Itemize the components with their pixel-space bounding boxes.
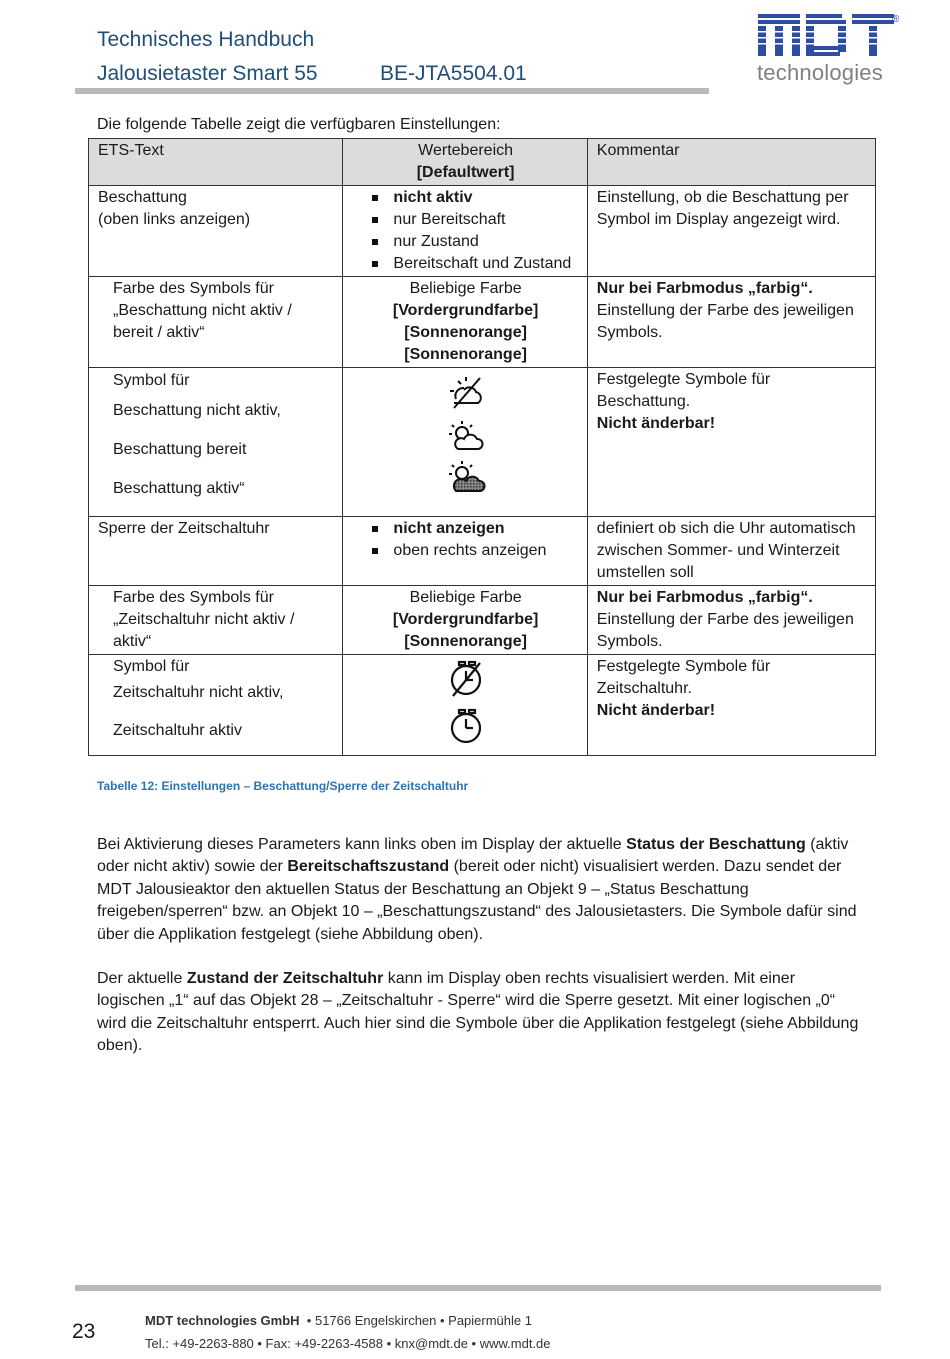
comment-text: Einstellung der Farbe des jeweiligen Symbols. (596, 302, 854, 341)
table-intro: Die folgende Tabelle zeigt die verfügbaren Einstellungen: (97, 116, 501, 133)
table-row (89, 517, 876, 586)
sun-cloud-icon (446, 419, 486, 453)
header-title: Technisches Handbuch (97, 28, 315, 51)
comment-cell (587, 586, 875, 655)
comment-bold: Nicht änderbar! (596, 415, 716, 432)
ets-text: Beschattung nicht aktiv, (113, 402, 281, 419)
comment-bold: Nur bei Farbmodus „farbig“. (596, 280, 813, 297)
clock-icon (447, 708, 485, 746)
ets-text: „Beschattung nicht aktiv / (113, 302, 292, 319)
comment-cell (587, 368, 875, 517)
range-cell (343, 277, 587, 368)
table-row (89, 368, 876, 517)
ets-text: Zeitschaltuhr aktiv (113, 722, 242, 739)
range-cell (343, 186, 587, 277)
option-item: nicht aktiv (367, 187, 578, 209)
sun-crossed-icon (446, 373, 486, 411)
footer-company: MDT technologies GmbH (145, 1313, 300, 1328)
settings-table (88, 138, 876, 756)
ets-cell (89, 277, 343, 368)
value-text: Beliebige Farbe (409, 280, 522, 297)
paragraph-shading (97, 834, 867, 946)
option-item: Bereitschaft und Zustand (367, 253, 578, 275)
value-text: [Sonnenorange] (404, 324, 527, 341)
ets-cell (89, 655, 343, 756)
col-header-ets: ETS-Text (89, 139, 343, 186)
comment-bold: Nicht änderbar! (596, 702, 716, 719)
table-row (89, 277, 876, 368)
ets-cell: Sperre der Zeitschaltuhr (89, 517, 343, 586)
header-doc-code: BE-JTA5504.01 (380, 62, 527, 85)
text-run: (aktiv oder nicht aktiv) sowie der (97, 836, 849, 876)
mdt-logo (756, 12, 896, 58)
text-run: kann im Display oben rechts visualisiert werden. Mit einer logischen „1“ auf das Objekt 28 – „Zeitschaltuhr - Sperre“ wird die Sperre gesetzt. Mit einer logischen „0“ wird die Zeitschaltuhr entsperrt. Auch hier sind die Symbole über die Applikation festgelegt (siehe Abbildung oben). (97, 970, 859, 1055)
ets-text: Symbol für (113, 658, 190, 675)
table-row (89, 186, 876, 277)
comment-cell: Einstellung, ob die Beschattung per Symbol im Display angezeigt wird. (587, 186, 875, 277)
text-run-bold: Bereitschaftszustand (287, 858, 450, 876)
ets-text: Farbe des Symbols für (113, 589, 274, 606)
footer-address: • 51766 Engelskirchen • Papiermühle 1 (306, 1313, 532, 1328)
footer-company-line (145, 1313, 532, 1328)
page-number: 23 (72, 1320, 96, 1343)
logo-registered-mark: ® (892, 14, 900, 25)
ets-text: Farbe des Symbols für (113, 280, 274, 297)
ets-text: Zeitschaltuhr nicht aktiv, (113, 684, 284, 701)
ets-text: „Zeitschaltuhr nicht aktiv / (113, 611, 295, 628)
paragraph-timer (97, 968, 867, 1058)
ets-text: (oben links anzeigen) (98, 211, 251, 228)
ets-text: Beschattung aktiv“ (113, 480, 245, 497)
header-subtitle: Jalousietaster Smart 55 (97, 62, 318, 85)
range-cell (343, 517, 587, 586)
ets-text: Beschattung bereit (113, 441, 247, 458)
table-caption: Tabelle 12: Einstellungen – Beschattung/Sperre der Zeitschaltuhr (97, 779, 469, 793)
footer-contact: Tel.: +49-2263-880 • Fax: +49-2263-4588 • knx@mdt.de • www.mdt.de (145, 1336, 551, 1351)
ets-text: aktiv“ (113, 633, 152, 650)
col-header-default: [Defaultwert] (416, 164, 515, 181)
value-text: [Sonnenorange] (404, 633, 527, 650)
text-run: Der aktuelle (97, 970, 187, 987)
option-item: nur Zustand (367, 231, 578, 253)
comment-text: Einstellung der Farbe des jeweiligen Symbols. (596, 611, 854, 650)
text-run: Bei Aktivierung dieses Parameters kann links oben im Display der aktuelle (97, 836, 627, 853)
range-cell (343, 586, 587, 655)
clock-crossed-icon (447, 660, 485, 698)
ets-text: Symbol für (113, 372, 190, 389)
col-header-range (343, 139, 587, 186)
table-row (89, 655, 876, 756)
option-item: nur Bereitschaft (367, 209, 578, 231)
header-rule (75, 88, 709, 94)
ets-text: Beschattung (98, 189, 187, 206)
text-run: (bereit oder nicht) visualisiert werden. Dazu sendet der MDT Jalousieaktor den aktuellen Status der Beschattung an Objekt 9 – „Status Beschattung freigeben/sperren“ bzw. an Objekt 10 – „Beschattungszustand“ des Jalousietasters. Die Symbole dafür sind über die Applikation festgelegt (siehe Abbildung oben). (97, 858, 857, 943)
col-header-range-label: Wertebereich (418, 142, 514, 159)
footer-rule (75, 1285, 881, 1291)
comment-bold: Nur bei Farbmodus „farbig“. (596, 589, 813, 606)
table-row (89, 586, 876, 655)
comment-text: Festgelegte Symbole für Zeitschaltuhr. (596, 658, 771, 697)
comment-text: Festgelegte Symbole für Beschattung. (596, 371, 771, 410)
value-text: [Vordergrundfarbe] (392, 302, 539, 319)
text-run-bold: Status der Beschattung (626, 836, 806, 853)
symbol-cell (343, 368, 587, 517)
option-item: oben rechts anzeigen (367, 540, 578, 562)
comment-cell (587, 277, 875, 368)
col-header-comment: Kommentar (587, 139, 875, 186)
value-text: [Vordergrundfarbe] (392, 611, 539, 628)
symbol-cell (343, 655, 587, 756)
ets-text: bereit / aktiv“ (113, 324, 205, 341)
value-text: Beliebige Farbe (409, 589, 522, 606)
ets-cell (89, 368, 343, 517)
text-run-bold: Zustand der Zeitschaltuhr (186, 970, 384, 987)
logo-subtext: technologies (757, 60, 883, 85)
ets-cell (89, 586, 343, 655)
option-item: nicht anzeigen (367, 518, 578, 540)
ets-cell (89, 186, 343, 277)
comment-cell: definiert ob sich die Uhr automatisch zwischen Sommer- und Winterzeit umstellen soll (587, 517, 875, 586)
table-header-row (89, 139, 876, 186)
comment-cell (587, 655, 875, 756)
value-text: [Sonnenorange] (404, 346, 527, 363)
sun-cloud-filled-icon (446, 459, 486, 495)
